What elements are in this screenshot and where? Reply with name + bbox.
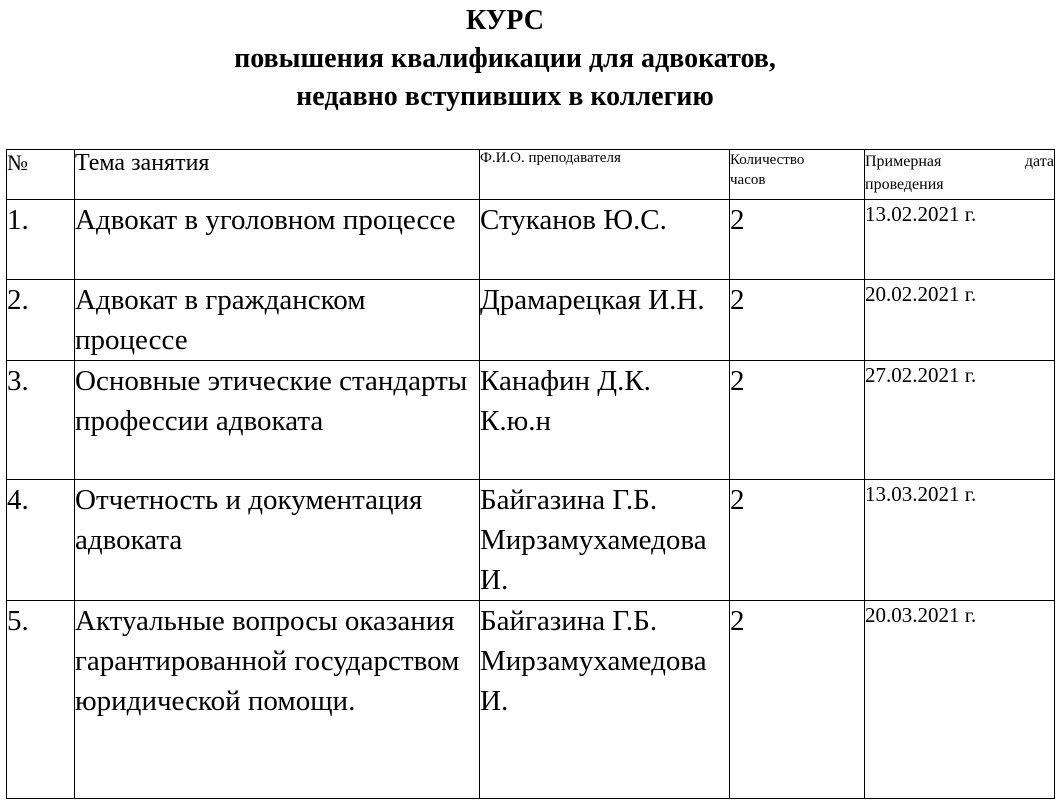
course-schedule-table: [6, 149, 1055, 799]
row-hours: 2: [730, 480, 865, 601]
title-line-1: КУРС: [466, 5, 544, 36]
header-topic: Тема занятия: [75, 150, 480, 200]
row-tutor: Байгазина Г.Б. Мирзамухамедова И.: [480, 601, 730, 799]
row-date: 13.03.2021 г.: [865, 480, 1055, 601]
header-hours-line2: часов: [730, 172, 766, 188]
row-topic: Актуальные вопросы оказания гарантированной государством юридической помощи.: [75, 601, 480, 799]
row-tutor: Канафин Д.К. К.ю.н: [480, 361, 730, 480]
table-header-row: [7, 150, 1055, 200]
row-tutor: Драмарецкая И.Н.: [480, 280, 730, 361]
row-topic: Отчетность и документация адвоката: [75, 480, 480, 601]
row-tutor: Стуканов Ю.С.: [480, 200, 730, 280]
row-topic: Адвокат в гражданском процессе: [75, 280, 480, 361]
row-tutor: Байгазина Г.Б. Мирзамухамедова И.: [480, 480, 730, 601]
row-date: 27.02.2021 г.: [865, 361, 1055, 480]
header-number: №: [7, 150, 75, 200]
row-date: 20.02.2021 г.: [865, 280, 1055, 361]
table-row: [7, 480, 1055, 601]
row-number: 4.: [7, 480, 75, 601]
row-number: 5.: [7, 601, 75, 799]
title-line-3: недавно вступивших в коллегию: [296, 81, 714, 112]
table-row: [7, 280, 1055, 361]
document-title: [0, 2, 1010, 116]
row-number: 2.: [7, 280, 75, 361]
header-hours: [730, 150, 865, 200]
row-hours: 2: [730, 200, 865, 280]
header-hours-line1: Количество: [730, 152, 805, 168]
table-row: [7, 601, 1055, 799]
table-row: [7, 361, 1055, 480]
header-date: Примерная дата проведения: [865, 150, 1055, 200]
title-line-2: повышения квалификации для адвокатов,: [234, 43, 776, 74]
row-number: 3.: [7, 361, 75, 480]
row-date: 20.03.2021 г.: [865, 601, 1055, 799]
header-tutor: Ф.И.О. преподавателя: [480, 150, 730, 200]
row-topic: Основные этические стандарты профессии адвоката: [75, 361, 480, 480]
row-hours: 2: [730, 361, 865, 480]
row-hours: 2: [730, 601, 865, 799]
row-number: 1.: [7, 200, 75, 280]
table-row: [7, 200, 1055, 280]
row-date: 13.02.2021 г.: [865, 200, 1055, 280]
row-topic: Адвокат в уголовном процессе: [75, 200, 480, 280]
row-hours: 2: [730, 280, 865, 361]
